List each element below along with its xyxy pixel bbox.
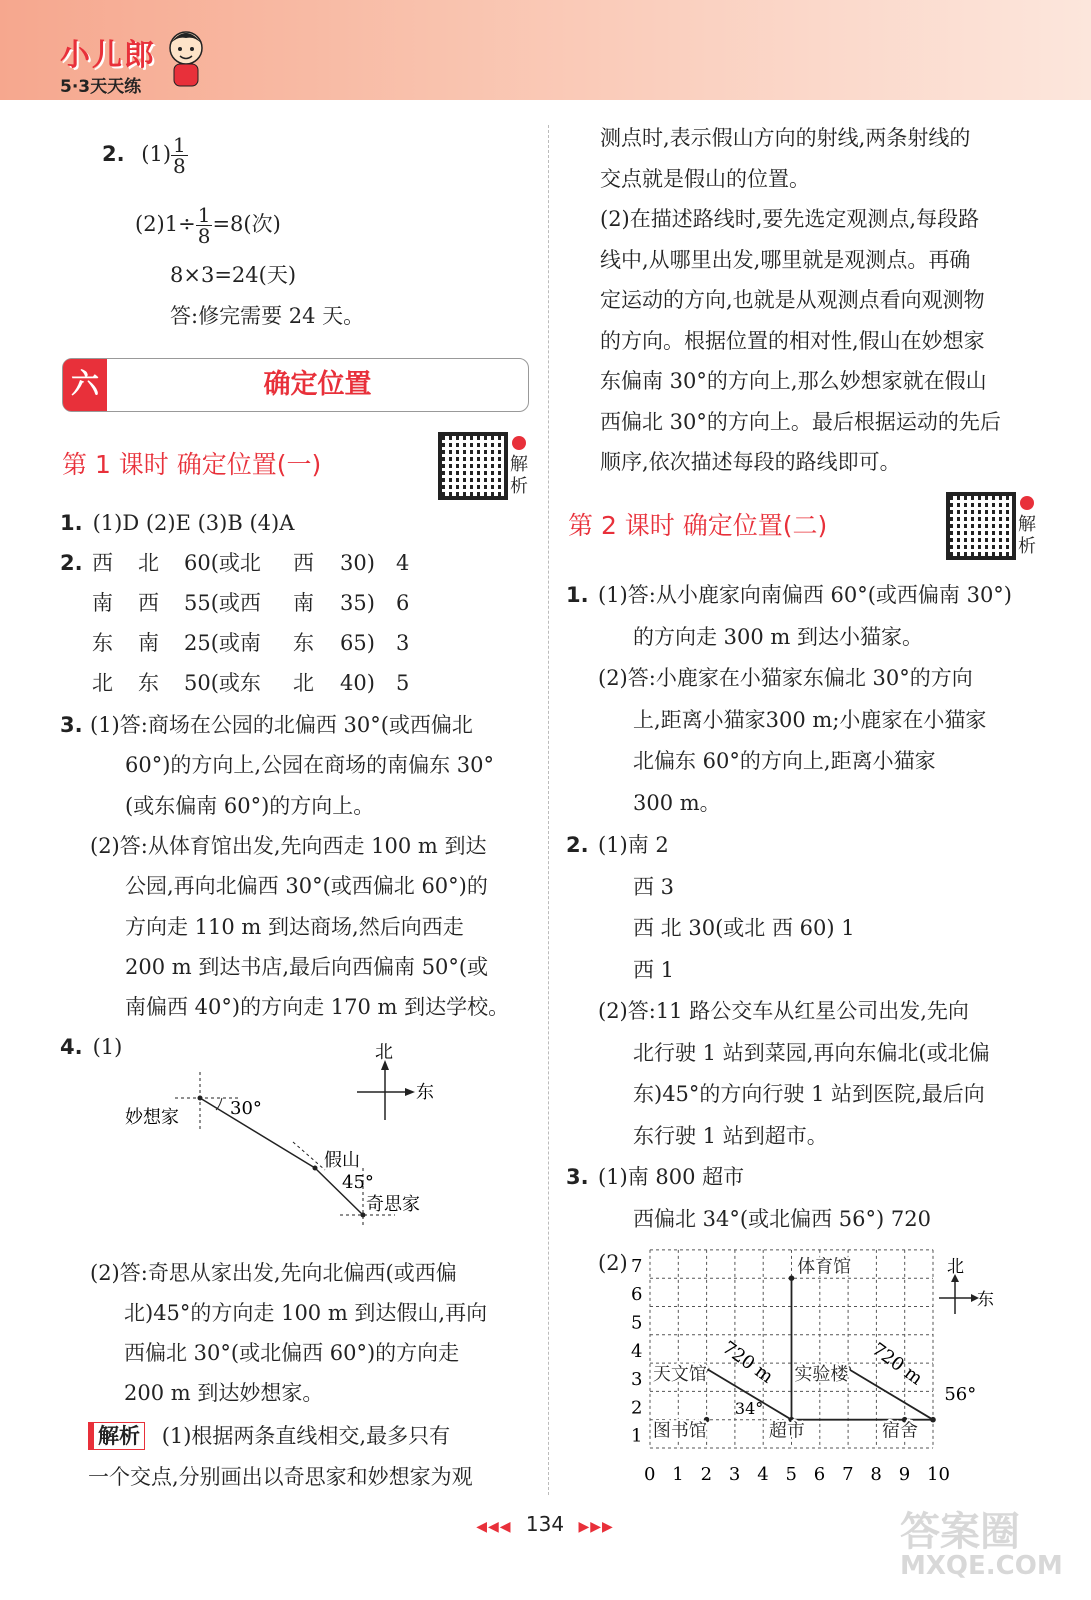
x-tick: 10 bbox=[927, 1464, 950, 1485]
text-line: (1)南 800 超市 bbox=[598, 1165, 745, 1189]
text-line: 60°)的方向上,公园在商场的南偏东 30° bbox=[125, 753, 494, 778]
angle2-label: 45° bbox=[342, 1172, 374, 1193]
q2-cell: 30) bbox=[340, 551, 375, 575]
brand-name: 小儿郎 bbox=[60, 38, 156, 73]
distance-label: 720 m bbox=[867, 1338, 927, 1390]
play-icon[interactable] bbox=[1020, 496, 1034, 510]
q2-cell: 北 bbox=[92, 671, 113, 695]
play-icon[interactable] bbox=[512, 436, 526, 450]
text-line: 测点时,表示假山方向的射线,两条射线的 bbox=[600, 126, 971, 150]
q2-cell: 3 bbox=[396, 631, 410, 655]
q2-cell: 东 bbox=[138, 671, 159, 695]
x-tick: 7 bbox=[842, 1464, 854, 1485]
text-line: 西偏北 30°的方向上。最后根据运动的先后 bbox=[600, 409, 1001, 434]
page-header bbox=[0, 0, 1091, 100]
text-line: 西 3 bbox=[633, 874, 675, 899]
chapter-number: 六 bbox=[63, 359, 107, 411]
y-tick: 2 bbox=[631, 1397, 643, 1419]
text-line: 300 m。 bbox=[633, 790, 721, 815]
q2-cell: 南 bbox=[293, 591, 314, 615]
q2-answer: 答:修完需要 24 天。 bbox=[170, 304, 365, 328]
x-tick: 0 bbox=[644, 1464, 656, 1485]
place-label: 宿舍 bbox=[882, 1420, 919, 1442]
north-label: 北 bbox=[375, 1042, 393, 1063]
q2-part1: 2. (1) $\frac{1}{8}$ bbox=[102, 133, 186, 178]
q4-direction-diagram bbox=[120, 1040, 450, 1230]
analysis-line2: 一个交点,分别画出以奇思家和妙想家为观 bbox=[88, 1465, 473, 1489]
mascot-icon bbox=[165, 28, 207, 90]
column-divider bbox=[548, 125, 549, 1495]
text-line: 西偏北 30°(或北偏西 60°)的方向走 bbox=[124, 1341, 460, 1365]
q2-cell: 50(或东 bbox=[184, 671, 261, 695]
east-label: 东 bbox=[416, 1082, 434, 1103]
point bbox=[789, 1275, 795, 1281]
analysis-line1: 解析 (1)根据两条直线相交,最多只有 bbox=[88, 1421, 450, 1451]
brand-sub: 5·3天天练 bbox=[60, 77, 142, 97]
q2-cell: 40) bbox=[340, 671, 375, 695]
x-tick: 9 bbox=[898, 1464, 911, 1485]
q2-cell: 65) bbox=[340, 631, 375, 655]
lesson1-title: 第 1 课时 确定位置(一) bbox=[62, 450, 322, 479]
text-line: (2)答:小鹿家在小猫家东偏北 30°的方向 bbox=[598, 666, 973, 690]
text-line: (1)答:商场在公园的北偏西 30°(或西偏北 bbox=[90, 713, 473, 737]
text-line: 的方向。根据位置的相对性,假山在妙想家 bbox=[600, 328, 985, 353]
chapter-title: 确定位置 bbox=[263, 369, 372, 400]
q2-cell: 东 bbox=[293, 631, 314, 655]
text-line: 北)45°的方向走 100 m 到达假山,再向 bbox=[124, 1301, 488, 1325]
y-tick: 4 bbox=[631, 1340, 643, 1362]
y-tick: 5 bbox=[631, 1312, 643, 1334]
y-tick: 6 bbox=[631, 1284, 643, 1306]
q2-cell: 东 bbox=[92, 631, 113, 655]
watermark: 答案圈 MXQE.COM bbox=[900, 1509, 1063, 1581]
text-line: 线中,从哪里出发,哪里就是观测点。再确 bbox=[600, 247, 971, 272]
q2-cell: 5 bbox=[396, 671, 410, 695]
page-number-bar bbox=[440, 1512, 650, 1536]
place-label: 体育馆 bbox=[797, 1256, 852, 1278]
q2-cell: 6 bbox=[396, 591, 410, 615]
qr-code-icon[interactable] bbox=[946, 492, 1016, 560]
text-line: 200 m 到达书店,最后向西偏南 50°(或 bbox=[125, 954, 489, 979]
qr-label: 解析 bbox=[510, 454, 528, 497]
place-label: 天文馆 bbox=[652, 1364, 707, 1386]
page-number: 134 bbox=[525, 1512, 565, 1536]
lesson1-q1: 1. (1)D (2)E (3)B (4)A bbox=[60, 511, 295, 535]
text-line: 北偏东 60°的方向上,距离小猫家 bbox=[633, 749, 936, 773]
q2-calc: 8×3=24(天) bbox=[170, 263, 297, 287]
place-label: 超市 bbox=[768, 1420, 805, 1442]
q2-cell: 北 bbox=[293, 671, 314, 695]
q2-cell: 60(或北 bbox=[184, 551, 261, 575]
fraction: $\frac{1}{8}$ bbox=[173, 133, 186, 178]
coordinate-grid bbox=[625, 1248, 1010, 1493]
text-line: 西 北 30(或北 西 60) 1 bbox=[633, 916, 855, 940]
y-tick: 1 bbox=[631, 1425, 643, 1447]
east-label: 东 bbox=[977, 1290, 994, 1310]
text-line: 200 m 到达妙想家。 bbox=[124, 1381, 324, 1405]
brand-logo bbox=[60, 30, 156, 97]
x-tick: 6 bbox=[813, 1464, 826, 1485]
text-line: (2)答:从体育馆出发,先向西走 100 m 到达 bbox=[90, 833, 487, 858]
prev-arrows-icon: ◀◀◀ bbox=[476, 1519, 512, 1535]
x-tick: 3 bbox=[728, 1464, 741, 1485]
q2-cell: 4 bbox=[396, 551, 410, 575]
q2-cell: 南 bbox=[138, 631, 159, 655]
q2-cell: 55(或西 bbox=[184, 591, 261, 615]
q2-cell: 西 bbox=[138, 591, 159, 615]
x-tick: 5 bbox=[785, 1464, 797, 1485]
angle-label: 56° bbox=[944, 1383, 977, 1405]
text-line: 西 1 bbox=[633, 957, 675, 982]
lesson1-q2-num: 2. bbox=[60, 551, 83, 575]
text-line: (2)在描述路线时,要先选定观测点,每段路 bbox=[600, 207, 980, 231]
text-line: (2)答:11 路公交车从红星公司出发,先向 bbox=[598, 999, 969, 1023]
q2-cell: 西 bbox=[293, 551, 314, 575]
q4-num: 4. (1) bbox=[60, 1035, 123, 1059]
text-line: 交点就是假山的位置。 bbox=[600, 166, 810, 191]
q3-part2-label: (2) bbox=[598, 1251, 628, 1275]
q2-part2: (2)1÷ $\frac{1}{8}$ =8(次) bbox=[135, 203, 281, 248]
lesson2-title: 第 2 课时 确定位置(二) bbox=[568, 511, 828, 540]
text-line: 的方向走 300 m 到达小猫家。 bbox=[633, 624, 924, 649]
home2-label: 奇思家 bbox=[366, 1194, 420, 1215]
text-line: 公园,再向北偏西 30°(或西偏北 60°)的 bbox=[125, 874, 488, 899]
q3-num: 3. bbox=[60, 713, 83, 737]
mountain-label: 假山 bbox=[324, 1150, 360, 1171]
qr-code-icon[interactable] bbox=[438, 432, 508, 500]
text-line: 北行驶 1 站到菜园,再向东偏北(或北偏 bbox=[633, 1040, 990, 1065]
fraction: $\frac{1}{8}$ bbox=[197, 203, 211, 248]
x-tick: 2 bbox=[700, 1464, 713, 1485]
text-line: 东偏南 30°的方向上,那么妙想家就在假山 bbox=[600, 369, 987, 393]
point bbox=[930, 1417, 936, 1423]
angle-label: 34° bbox=[734, 1399, 764, 1419]
text-line: 西偏北 34°(或北偏西 56°) 720 bbox=[633, 1207, 931, 1231]
qr-label: 解析 bbox=[1018, 514, 1036, 557]
text-line: 东)45°的方向行驶 1 站到医院,最后向 bbox=[633, 1082, 985, 1106]
next-arrows-icon: ▶▶▶ bbox=[578, 1519, 614, 1535]
text-line: 顺序,依次描述每段的路线即可。 bbox=[600, 450, 901, 474]
x-tick: 8 bbox=[870, 1464, 882, 1485]
q2-cell: 25(或南 bbox=[184, 631, 261, 655]
text-line: 上,距离小猫家300 m;小鹿家在小猫家 bbox=[633, 707, 987, 732]
text-line: 东行驶 1 站到超市。 bbox=[633, 1123, 828, 1148]
text-line: 定运动的方向,也就是从观测点看向观测物 bbox=[600, 288, 985, 312]
text-line: (或东偏南 60°)的方向上。 bbox=[125, 793, 375, 818]
home1-label: 妙想家 bbox=[125, 1107, 179, 1128]
x-tick: 4 bbox=[757, 1464, 769, 1485]
lesson2-q2-num: 2. bbox=[566, 833, 589, 857]
text-line: (2)答:奇思从家出发,先向北偏西(或西偏 bbox=[90, 1261, 457, 1285]
lesson2-q3-num: 3. bbox=[566, 1165, 589, 1189]
text-line: 方向走 110 m 到达商场,然后向西走 bbox=[125, 914, 464, 939]
q2-cell: 35) bbox=[340, 591, 375, 615]
lesson2-q1-num: 1. bbox=[566, 583, 589, 607]
text-line: 南偏西 40°)的方向走 170 m 到达学校。 bbox=[125, 995, 510, 1020]
place-label: 图书馆 bbox=[652, 1420, 707, 1442]
distance-label: 720 m bbox=[718, 1337, 777, 1388]
text-line: (1)南 2 bbox=[598, 833, 669, 857]
analysis-tag: 解析 bbox=[88, 1422, 145, 1450]
north-label: 北 bbox=[947, 1257, 964, 1277]
chapter-banner bbox=[62, 358, 529, 412]
y-tick: 7 bbox=[631, 1255, 643, 1277]
text-line: (1)答:从小鹿家向南偏西 60°(或西偏南 30°) bbox=[598, 583, 1013, 607]
place-label: 实验楼 bbox=[794, 1364, 849, 1386]
q2-cell: 北 bbox=[138, 551, 159, 575]
angle1-label: 30° bbox=[230, 1098, 262, 1119]
x-tick: 1 bbox=[672, 1464, 684, 1485]
q2-cell: 西 bbox=[92, 551, 113, 575]
q2-cell: 南 bbox=[92, 591, 113, 615]
y-tick: 3 bbox=[631, 1369, 643, 1391]
